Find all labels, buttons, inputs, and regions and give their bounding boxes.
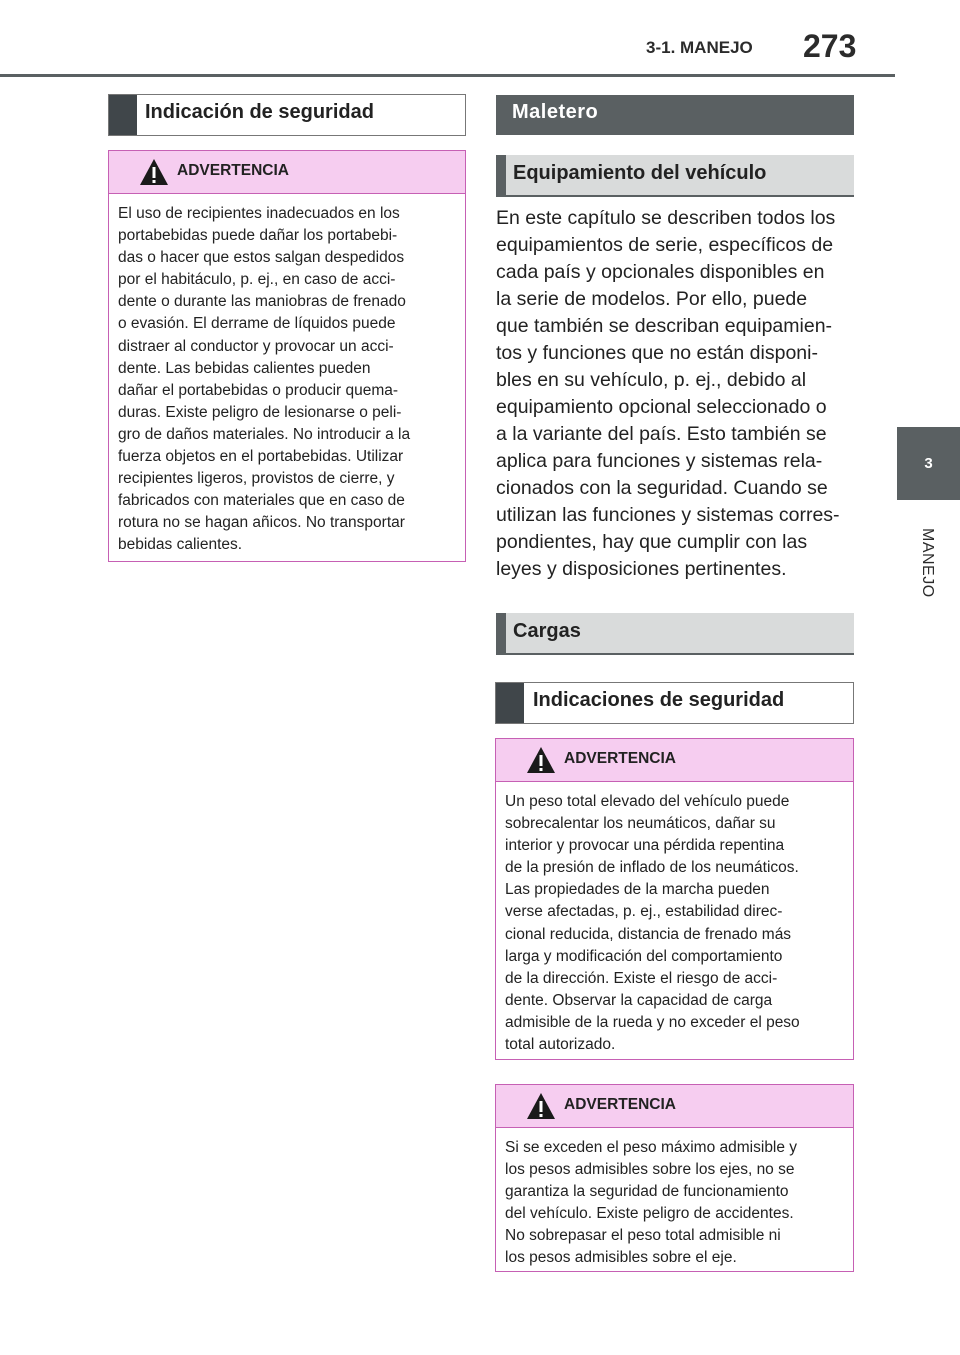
- safety-heading: [495, 682, 854, 724]
- left-heading-text: Indicación de seguridad: [145, 101, 374, 123]
- paragraph-line: En este capítulo se describen todos los: [496, 207, 836, 229]
- warning-line: interior y provocar una pérdida repentina: [505, 837, 785, 855]
- warning-header: [109, 151, 465, 194]
- safety-heading-text: Indicaciones de seguridad: [533, 689, 785, 711]
- warning-triangle-icon: [526, 746, 556, 774]
- chapter-tab: 3: [897, 427, 960, 500]
- warning-line: Si se exceden el peso máximo admisible y: [505, 1139, 798, 1156]
- heading-bar: [496, 683, 524, 723]
- sub-heading-cargas: [496, 613, 854, 655]
- warning-line: Las propiedades de la marcha pueden: [505, 881, 770, 899]
- warning-line: Un peso total elevado del vehículo puede: [505, 793, 790, 810]
- warning-line: larga y modificación del comportamiento: [505, 947, 783, 965]
- paragraph-line: aplica para funciones y sistemas rela-: [496, 450, 823, 472]
- warning-line: distraer al conductor y provocar un acci-: [118, 337, 394, 355]
- paragraph-line: pondientes, hay que cumplir con las: [496, 531, 808, 553]
- warning-box-cupholder: [108, 150, 466, 562]
- warning-line: gro de daños materiales. No introducir a la: [118, 425, 411, 443]
- warning-line: fuerza objetos en el portabebidas. Utilizar: [118, 448, 404, 466]
- equipment-paragraph: [496, 205, 856, 583]
- warning-line: dente. Las bebidas calientes pueden: [118, 359, 371, 377]
- paragraph-line: que también se describan equipamien-: [496, 315, 833, 337]
- paragraph-line: equipamiento opcional seleccionado o: [496, 396, 827, 418]
- paragraph-line: bles en su vehículo, p. ej., debido al: [496, 369, 807, 391]
- warning-line: del vehículo. Existe peligro de accidentes.: [505, 1205, 794, 1223]
- warning-line: dente o durante las maniobras de frenado: [118, 293, 406, 311]
- section-label: 3-1. MANEJO: [646, 38, 753, 57]
- warning-line: o evasión. El derrame de líquidos puede: [118, 315, 396, 333]
- warning-triangle-icon: [526, 1092, 556, 1120]
- warning-triangle-icon: [139, 158, 169, 186]
- warning-line: bebidas calientes.: [118, 536, 243, 554]
- page-number: 273: [803, 28, 857, 64]
- warning-line: No sobrepasar el peso total admisible ni: [505, 1227, 781, 1245]
- chapter-label: MANEJO: [919, 528, 936, 598]
- paragraph-line: utilizan las funciones y sistemas corres-: [496, 504, 840, 526]
- warning-line: garantiza la seguridad de funcionamiento: [505, 1183, 789, 1201]
- warning-line: dente. Observar la capacidad de carga: [505, 991, 773, 1009]
- warning-header: [496, 1085, 853, 1128]
- warning-line: portabebidas puede dañar los portabebi-: [118, 227, 398, 245]
- paragraph-line: equipamientos de serie, específicos de: [496, 234, 834, 256]
- warning-title: ADVERTENCIA: [177, 162, 289, 179]
- heading-bar: [496, 155, 506, 195]
- warning-line: los pesos admisibles sobre los ejes, no se: [505, 1161, 795, 1179]
- warning-line: de la presión de inflado de los neumáticos.: [505, 859, 799, 877]
- sub-heading-equipment: [496, 155, 854, 197]
- cargas-heading-text: Cargas: [513, 620, 581, 642]
- paragraph-line: tos y funciones que no están disponi-: [496, 342, 818, 364]
- warning-line: por el habitáculo, p. ej., en caso de acci-: [118, 271, 396, 289]
- warning-line: verse afectadas, p. ej., estabilidad direc-: [505, 903, 783, 921]
- warning-line: fabricados con materiales que en caso de: [118, 492, 405, 510]
- warning-line: rotura no se hagan añicos. No transportar: [118, 514, 405, 532]
- sub-heading-text: Equipamiento del vehículo: [513, 162, 767, 184]
- header-rule: [0, 74, 895, 77]
- warning-line: das o hacer que estos salgan despedidos: [118, 249, 405, 267]
- warning-line: sobrecalentar los neumáticos, dañar su: [505, 815, 776, 833]
- left-heading: [108, 94, 466, 136]
- warning-line: admisible de la rueda y no exceder el peso: [505, 1013, 800, 1031]
- main-heading: [496, 95, 854, 135]
- heading-bar: [109, 95, 137, 135]
- warning-line: dañar el portabebidas o producir quema-: [118, 381, 399, 399]
- paragraph-line: la serie de modelos. Por ello, puede: [496, 288, 808, 310]
- warning-text: [496, 782, 853, 1066]
- warning-title: ADVERTENCIA: [564, 750, 676, 767]
- warning-box-axle: [495, 1084, 854, 1272]
- paragraph-line: cada país y opcionales disponibles en: [496, 261, 825, 283]
- warning-line: total autorizado.: [505, 1036, 616, 1054]
- paragraph-line: cionados con la seguridad. Cuando se: [496, 477, 828, 499]
- warning-line: cional reducida, distancia de frenado más: [505, 925, 792, 943]
- warning-text: [109, 194, 465, 567]
- warning-box-weight: [495, 738, 854, 1060]
- warning-text: [496, 1128, 853, 1280]
- warning-line: de la dirección. Existe el riesgo de acci-: [505, 969, 778, 987]
- warning-header: [496, 739, 853, 782]
- main-heading-text: Maletero: [512, 101, 599, 123]
- paragraph-line: leyes y disposiciones pertinentes.: [496, 558, 787, 580]
- warning-line: recipientes ligeros, provistos de cierre, y: [118, 470, 395, 488]
- warning-line: El uso de recipientes inadecuados en los: [118, 205, 400, 222]
- warning-title: ADVERTENCIA: [564, 1096, 676, 1113]
- warning-line: duras. Existe peligro de lesionarse o peli-: [118, 403, 402, 421]
- heading-bar: [496, 613, 506, 653]
- warning-line: los pesos admisibles sobre el eje.: [505, 1249, 737, 1267]
- paragraph-line: a la variante del país. Esto también se: [496, 423, 827, 445]
